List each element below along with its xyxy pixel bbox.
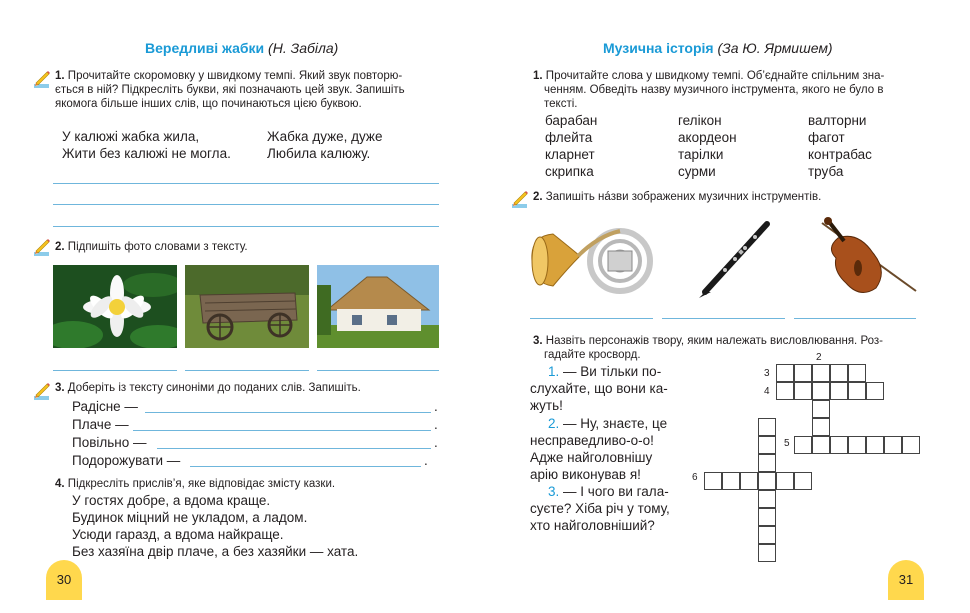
instrument-word[interactable]: валторни (808, 113, 867, 128)
crossword-number: 2 (816, 352, 822, 363)
left-page-title (145, 40, 338, 56)
crossword-cell[interactable] (812, 400, 830, 418)
quote-number: 2. (548, 416, 560, 431)
crossword-cell[interactable] (902, 436, 920, 454)
right-title-text: Музична історія (603, 40, 714, 56)
crossword-cell[interactable] (722, 472, 740, 490)
crossword-cell[interactable] (884, 436, 902, 454)
synonym-answer-line[interactable] (190, 466, 421, 467)
instrument-word[interactable]: контрабас (808, 147, 872, 162)
right-page-title (603, 40, 833, 56)
quote-line: хто найголовніший? (530, 518, 655, 533)
crossword-cell[interactable] (848, 364, 866, 382)
crossword-cell[interactable] (830, 364, 848, 382)
task-text: Доберіть із тексту синоніми до поданих слів. Запишіть. (67, 382, 361, 394)
task-text-line: якомога більше інших слів, що починаються цією буквою. (55, 98, 362, 110)
task-text-line: Назвіть персонажів твору, яким належать висловлювання. Роз- (545, 335, 883, 347)
synonym-answer-line[interactable] (133, 430, 431, 431)
instrument-word[interactable]: фагот (808, 130, 845, 145)
photo-caption-line[interactable] (185, 370, 309, 371)
task-number: 2. (533, 191, 543, 203)
instrument-word[interactable]: кларнет (545, 147, 595, 162)
instrument-word[interactable]: сурми (678, 164, 716, 179)
instrument-word[interactable]: скрипка (545, 164, 594, 179)
crossword-cell[interactable] (866, 436, 884, 454)
crossword-cell[interactable] (830, 436, 848, 454)
synonym-answer-line[interactable] (145, 412, 431, 413)
left-title-text: Вередливі жабки (145, 40, 265, 56)
right-title-author: (За Ю. Ярмишем) (717, 40, 833, 56)
crossword-cell[interactable] (848, 436, 866, 454)
proverb[interactable]: Усюди гаразд, а вдома найкраще. (72, 527, 284, 542)
quote-line: — Ну, знаєте, це (563, 416, 668, 431)
crossword-cell[interactable] (794, 364, 812, 382)
crossword-cell[interactable] (758, 472, 776, 490)
french-horn-image (528, 216, 663, 296)
task-text-line: ється в ній? Підкресліть букви, які позначають цей звук. Запишіть (55, 84, 405, 96)
photo-caption-line[interactable] (53, 370, 177, 371)
instrument-name-line[interactable] (530, 318, 653, 319)
page-number-left: 30 (46, 560, 82, 600)
left-task-1 (55, 69, 445, 111)
synonym-answer-line[interactable] (157, 448, 431, 449)
photo-wooden-cart (185, 265, 309, 348)
task-text-line: гадайте кросворд. (544, 349, 641, 361)
crossword-number: 3 (764, 368, 770, 379)
crossword-cell[interactable] (812, 364, 830, 382)
crossword-cell[interactable] (758, 544, 776, 562)
poem-line: Жабка дуже, дуже (267, 129, 383, 144)
quote-3 (530, 483, 700, 534)
quote-line: жуть! (530, 398, 563, 413)
crossword-number: 6 (692, 472, 698, 483)
left-task-4 (55, 477, 335, 491)
task-text-line: тексті. (544, 98, 578, 110)
line-end-dot: . (434, 399, 438, 414)
crossword-cell[interactable] (776, 472, 794, 490)
synonym-word: Повільно — (72, 435, 147, 450)
task-text-line: Прочитайте скоромовку у швидкому темпі. Який звук повторю- (67, 70, 403, 82)
synonym-word: Подорожувати — (72, 453, 181, 468)
crossword-cell[interactable] (758, 526, 776, 544)
right-task-2 (533, 190, 821, 204)
page-number-right: 31 (888, 560, 924, 600)
right-task-3 (533, 334, 933, 362)
task-text-line: Прочитайте слова у швидкому темпі. Об’єднайте спільним зна- (545, 70, 885, 82)
crossword-cell[interactable] (758, 454, 776, 472)
answer-line[interactable] (53, 204, 439, 205)
task-text: Підпишіть фото словами з тексту. (67, 241, 248, 253)
crossword-cell[interactable] (794, 472, 812, 490)
clarinet-image (695, 220, 775, 300)
crossword-cell[interactable] (866, 382, 884, 400)
crossword-cell[interactable] (776, 382, 794, 400)
crossword-number: 4 (764, 386, 770, 397)
instrument-word-table (545, 112, 872, 180)
pencil-icon (32, 380, 52, 400)
pencil-icon (510, 188, 530, 208)
answer-line[interactable] (53, 183, 439, 184)
quote-line: суєте? Хіба річ у тому, (530, 501, 670, 516)
left-title-author: (Н. Забіла) (268, 40, 339, 56)
crossword-cell[interactable] (812, 382, 830, 400)
crossword-cell[interactable] (830, 382, 848, 400)
quote-number: 3. (548, 484, 560, 499)
crossword-cell[interactable] (794, 436, 812, 454)
crossword-number: 5 (784, 438, 790, 449)
synonym-word: Радісне — (72, 399, 138, 414)
quote-line: слухайте, що вони ка- (530, 381, 668, 396)
quote-2 (530, 415, 690, 483)
photo-caption-line[interactable] (317, 370, 439, 371)
instrument-word[interactable]: акордеон (678, 130, 737, 145)
instrument-name-line[interactable] (662, 318, 785, 319)
task-number: 1. (533, 70, 543, 82)
crossword-cell[interactable] (812, 418, 830, 436)
left-task-2 (55, 240, 248, 254)
crossword-cell[interactable] (776, 364, 794, 382)
quote-line: Адже найголовнішу (530, 450, 653, 465)
crossword-cell[interactable] (704, 472, 722, 490)
poem-line: У калюжі жабка жила, (62, 129, 200, 144)
crossword-cell[interactable] (740, 472, 758, 490)
task-text: Підкресліть прислів’я, яке відповідає змісту казки. (67, 478, 336, 490)
crossword-cell[interactable] (848, 382, 866, 400)
task-text-line: ченням. Обведіть назву музичного інструмента, якого не було в (544, 84, 884, 96)
quote-line: арію виконував я! (530, 467, 641, 482)
poem-line: Жити без калюжі не могла. (62, 146, 231, 161)
instrument-word[interactable]: гелікон (678, 113, 722, 128)
right-task-1 (533, 69, 933, 111)
line-end-dot: . (434, 417, 438, 432)
quote-line: несправедливо-о-о! (530, 433, 654, 448)
answer-line[interactable] (53, 226, 439, 227)
photo-water-lily (53, 265, 177, 348)
quote-number: 1. (548, 364, 560, 379)
pencil-icon (32, 236, 52, 256)
instrument-word[interactable]: барабан (545, 113, 598, 128)
synonym-word: Плаче — (72, 417, 129, 432)
quote-line: — І чого ви гала- (563, 484, 669, 499)
instrument-word[interactable]: флейта (545, 130, 593, 145)
crossword-cell[interactable] (758, 418, 776, 436)
left-task-3 (55, 381, 361, 395)
poem-right-column (267, 128, 382, 162)
crossword-cell[interactable] (812, 436, 830, 454)
pencil-icon (32, 68, 52, 88)
instrument-name-line[interactable] (794, 318, 916, 319)
crossword-cell[interactable] (758, 490, 776, 508)
crossword-cell[interactable] (758, 436, 776, 454)
instrument-word[interactable]: труба (808, 164, 844, 179)
poem-line: Любила калюжу. (267, 146, 371, 161)
photo-thatched-house (317, 265, 439, 348)
proverb[interactable]: Будинок міцний не укладом, а ладом. (72, 510, 308, 525)
task-number: 1. (55, 70, 65, 82)
proverb[interactable]: Без хазяїна двір плаче, а без хазяйки — хата. (72, 544, 359, 559)
line-end-dot: . (434, 435, 438, 450)
instrument-word[interactable]: тарілки (678, 147, 724, 162)
quote-line: — Ви тільки по- (563, 364, 662, 379)
violin-image (818, 213, 923, 301)
task-number: 4. (55, 478, 65, 490)
task-number: 2. (55, 241, 65, 253)
proverb-list (72, 492, 358, 560)
quote-1 (530, 363, 690, 414)
task-number: 3. (55, 382, 65, 394)
line-end-dot: . (424, 453, 428, 468)
poem-left-column (62, 128, 231, 162)
task-number: 3. (533, 335, 543, 347)
crossword-cell[interactable] (758, 508, 776, 526)
proverb[interactable]: У гостях добре, а вдома краще. (72, 493, 271, 508)
task-text: Запишіть нáзви зображених музичних інструментів. (545, 191, 822, 203)
crossword-cell[interactable] (794, 382, 812, 400)
